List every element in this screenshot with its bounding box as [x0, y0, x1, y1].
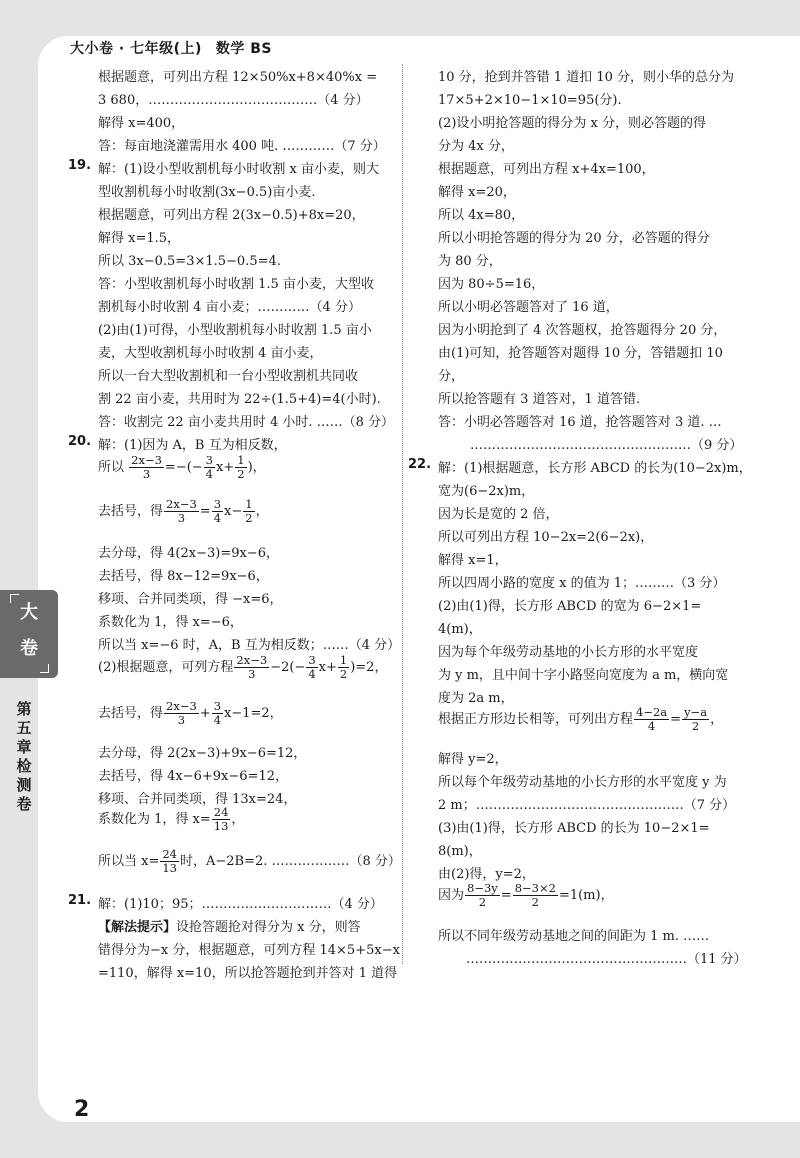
numerator: 24	[162, 847, 177, 861]
text-fragment: 所以当 x=	[98, 854, 160, 869]
chapter-label-vertical: 第五章检测卷	[16, 700, 32, 813]
text-line: 解得 x=1.5，	[98, 231, 181, 246]
denominator: 3	[177, 713, 186, 727]
text-fragment: =	[500, 888, 512, 903]
text-line: 去分母，得 2(2x−3)+9x−6=12，	[98, 746, 307, 761]
text-line: 为 y m，且中间十字小路竖向宽度为 a m，横向宽	[438, 668, 729, 683]
subject-label: 数学 BS	[215, 41, 273, 57]
text-line: 所以 4x=80，	[438, 208, 525, 223]
equation-line	[98, 654, 387, 681]
denominator: 3	[142, 467, 151, 481]
text-fragment: )，	[247, 460, 266, 475]
text-fragment: ，	[710, 712, 724, 727]
fraction	[465, 882, 500, 909]
equation-line	[438, 882, 614, 909]
page-number: 2	[74, 1097, 90, 1122]
text-fragment: 根据正方形边长相等，可列出方程	[438, 712, 634, 727]
text-line: (2)设小明抢答题的得分为 x 分，则必答题的得	[438, 116, 707, 131]
fraction	[212, 700, 223, 727]
text-line: 3 680，…………………………………（4 分）	[98, 93, 369, 108]
text-line: 为 80 分，	[438, 254, 502, 269]
denominator: 4	[213, 713, 222, 727]
text-line: 答：小明必答题答对 16 道，抢答题答对 3 道. …	[438, 415, 722, 430]
text-fragment: ，	[231, 812, 245, 827]
text-fragment: 所以	[98, 460, 125, 475]
numerator: 1	[237, 453, 245, 467]
text-fragment: x+	[318, 660, 337, 675]
text-line: 所以一台大型收割机和一台小型收割机共同收	[98, 369, 359, 384]
text-fragment: +	[199, 706, 211, 721]
question-number-19: 19.	[68, 158, 92, 173]
text-line: (2)由(1)可得，小型收割机每小时收割 1.5 亩小	[98, 323, 372, 338]
text-fragment: 去括号，得	[98, 706, 164, 721]
equation-line	[98, 498, 269, 525]
fraction	[338, 654, 349, 681]
text-line: 所以当 x=−6 时，A，B 互为相反数；……（4 分）	[98, 638, 401, 653]
numerator: 24	[213, 805, 229, 819]
text-fragment: 去括号，得	[98, 504, 164, 519]
bracket-mark-top	[10, 594, 19, 603]
text-line: 因为每个年级劳动基地的小长方形的水平宽度	[438, 645, 699, 660]
running-header	[70, 38, 272, 58]
text-line: 因为长是宽的 2 倍，	[438, 507, 559, 522]
text-line: 解得 x=400，	[98, 116, 185, 131]
text-line: 宽为(6−2x)m，	[438, 484, 535, 499]
fraction	[243, 498, 254, 525]
text-line: =110，解得 x=10，所以抢答题抢到并答对 1 道得	[98, 966, 398, 981]
numerator: 1	[245, 497, 253, 511]
text-line: (2)由(1)得，长方形 ABCD 的宽为 6−2×1=	[438, 599, 702, 614]
equation-line	[98, 454, 266, 481]
denominator: 3	[177, 511, 186, 525]
fraction	[513, 882, 558, 909]
hint-label: 【解法提示】	[98, 920, 177, 935]
numerator: y−a	[684, 705, 708, 719]
text-fragment: 因为	[438, 888, 465, 903]
denominator: 3	[248, 667, 256, 681]
fraction	[212, 806, 231, 833]
text-line: 2 m；…………………………………………（7 分）	[438, 798, 736, 813]
fraction	[212, 498, 223, 525]
fraction	[160, 848, 179, 875]
denominator: 4	[205, 467, 213, 481]
text-line: 17×5+2×10−1×10=95(分).	[438, 93, 622, 108]
text-line: 所以抢答题有 3 道答对，1 道答错.	[438, 392, 641, 407]
text-line: 所以不同年级劳动基地之间的间距为 1 m. ……	[438, 929, 710, 944]
denominator: 4	[647, 719, 656, 733]
text-line: 去括号，得 8x−12=9x−6，	[98, 569, 269, 584]
text-line: 答：每亩地浇灌需用水 400 吨. …………（7 分）	[98, 139, 386, 154]
text-fragment: )=2，	[350, 660, 388, 675]
tab-char-juan: 卷	[20, 638, 38, 659]
denominator: 2	[245, 511, 253, 525]
text-line: 解：(1)根据题意，长方形 ABCD 的长为(10−2x)m，	[438, 461, 752, 476]
text-line: 由(2)得，y=2，	[438, 867, 535, 882]
text-line: 由(1)可知，抢答题答对题得 10 分，答错题扣 10	[438, 346, 723, 361]
text-line	[98, 916, 361, 935]
bracket-mark-bottom	[40, 664, 49, 673]
fraction	[234, 654, 269, 681]
numerator: 2x−3	[166, 497, 197, 511]
text-line: 麦，大型收割机每小时收割 4 亩小麦，	[98, 346, 323, 361]
denominator: 2	[237, 467, 245, 481]
text-line: 分为 4x 分，	[438, 139, 514, 154]
text-line: 4(m)，	[438, 622, 482, 637]
text-line: 割机每小时收割 4 亩小麦；…………（4 分）	[98, 300, 361, 315]
text-line: 根据题意，可列出方程 x+4x=100，	[438, 162, 655, 177]
text-line: 解：(1)10；95；…………………………（4 分）	[98, 897, 383, 912]
fraction	[204, 454, 215, 481]
text-fragment: (2)根据题意，可列方程	[98, 660, 234, 675]
text-fragment: =−(−	[164, 460, 203, 475]
numerator: 3	[308, 653, 316, 667]
denominator: 4	[308, 667, 316, 681]
numerator: 3	[205, 453, 213, 467]
text-fragment: 系数化为 1，得 x=	[98, 812, 211, 827]
text-line: ……………………………………………（9 分）	[470, 438, 743, 453]
text-line: 解得 x=20，	[438, 185, 516, 200]
text-line: 所以小明必答题答对了 16 道，	[438, 300, 619, 315]
fraction	[682, 706, 709, 733]
text-line: 移项、合并同类项，得 13x=24，	[98, 792, 297, 807]
text-line: 移项、合并同类项，得 −x=6，	[98, 592, 283, 607]
text-line: 因为小明抢到了 4 次答题权，抢答题得分 20 分，	[438, 323, 727, 338]
side-tab	[0, 590, 58, 678]
numerator: 1	[339, 653, 348, 667]
book-title: 大小卷 · 七年级(上)	[70, 41, 202, 57]
text-line: 所以四周小路的宽度 x 的值为 1；………（3 分）	[438, 576, 726, 591]
text-line: 答：收割完 22 亩小麦共用时 4 小时. ……（8 分）	[98, 415, 395, 430]
text-line: 所以 3x−0.5=3×1.5−0.5=4.	[98, 254, 281, 269]
text-line: 去分母，得 4(2x−3)=9x−6，	[98, 546, 279, 561]
text-line: 答：小型收割机每小时收割 1.5 亩小麦，大型收	[98, 277, 374, 292]
fraction	[164, 700, 199, 727]
numerator: 3	[213, 497, 222, 511]
text-line: 去括号，得 4x−6+9x−6=12，	[98, 769, 288, 784]
numerator: 3	[213, 699, 222, 713]
text-fragment: x−1=2，	[224, 706, 283, 721]
text-line: (3)由(1)得，长方形 ABCD 的长为 10−2×1=	[438, 821, 710, 836]
text-line: 因为 80÷5=16，	[438, 277, 545, 292]
text-fragment: =1(m)，	[558, 888, 614, 903]
text-line: 所以可列出方程 10−2x=2(6−2x)，	[438, 530, 654, 545]
question-number-22: 22.	[408, 457, 432, 472]
fraction	[129, 454, 164, 481]
text-line: 错得分为−x 分，根据题意，可列方程 14×5+5x−x	[98, 943, 400, 958]
text-line: 解得 x=1，	[438, 553, 508, 568]
text-line: 10 分，抢到并答错 1 道扣 10 分，则小华的总分为	[438, 70, 735, 85]
text-line: 解：(1)因为 A，B 互为相反数，	[98, 438, 287, 453]
denominator: 2	[478, 895, 487, 909]
text-line: 所以小明抢答题的得分为 20 分，必答题的得分	[438, 231, 710, 246]
question-number-20: 20.	[68, 434, 92, 449]
text-line: 割 22 亩小麦，共用时为 22÷(1.5+4)=4(小时).	[98, 392, 381, 407]
text-line: 解：(1)设小型收割机每小时收割 x 亩小麦，则大	[98, 162, 380, 177]
text-line: 解得 y=2，	[438, 752, 508, 767]
text-line: 型收割机每小时收割(3x−0.5)亩小麦.	[98, 185, 316, 200]
numerator: 4−2a	[636, 705, 668, 719]
numerator: 2x−3	[131, 453, 162, 467]
tab-char-da: 大	[20, 602, 38, 623]
text-fragment: −2(−	[270, 660, 306, 675]
denominator: 2	[339, 667, 348, 681]
text-line: 分，	[438, 369, 465, 384]
numerator: 8−3×2	[514, 881, 556, 895]
text-line: 根据题意，可列出方程 12×50%x+8×40%x =	[98, 70, 378, 85]
fraction	[235, 454, 246, 481]
column-divider	[402, 64, 403, 964]
text-line: 所以每个年级劳动基地的小长方形的水平宽度 y 为	[438, 775, 727, 790]
equation-line	[98, 700, 283, 727]
text-fragment: x+	[216, 460, 235, 475]
text-fragment: 设抢答题抢对得分为 x 分，则答	[176, 920, 361, 935]
fraction	[634, 706, 669, 733]
numerator: 2x−3	[236, 653, 268, 667]
denominator: 2	[691, 719, 700, 733]
denominator: 2	[531, 895, 539, 909]
denominator: 13	[213, 819, 229, 833]
text-fragment: 时，A−2B=2. ………………（8 分）	[180, 854, 401, 869]
text-fragment: ，	[255, 504, 269, 519]
equation-line	[98, 848, 401, 875]
question-number-21: 21.	[68, 893, 92, 908]
text-line: 8(m)，	[438, 844, 482, 859]
text-fragment: =	[199, 504, 211, 519]
numerator: 8−3y	[467, 881, 498, 895]
fraction	[164, 498, 199, 525]
text-line: 系数化为 1，得 x=−6，	[98, 615, 243, 630]
equation-line	[438, 706, 723, 733]
text-fragment: x−	[224, 504, 243, 519]
numerator: 2x−3	[166, 699, 197, 713]
equation-line	[98, 806, 244, 833]
denominator: 13	[162, 861, 177, 875]
fraction	[306, 654, 317, 681]
text-line: 度为 2a m，	[438, 691, 514, 706]
text-line: 根据题意，可列出方程 2(3x−0.5)+8x=20，	[98, 208, 365, 223]
text-fragment: =	[670, 712, 682, 727]
denominator: 4	[213, 511, 222, 525]
text-line: ……………………………………………（11 分）	[466, 952, 747, 967]
